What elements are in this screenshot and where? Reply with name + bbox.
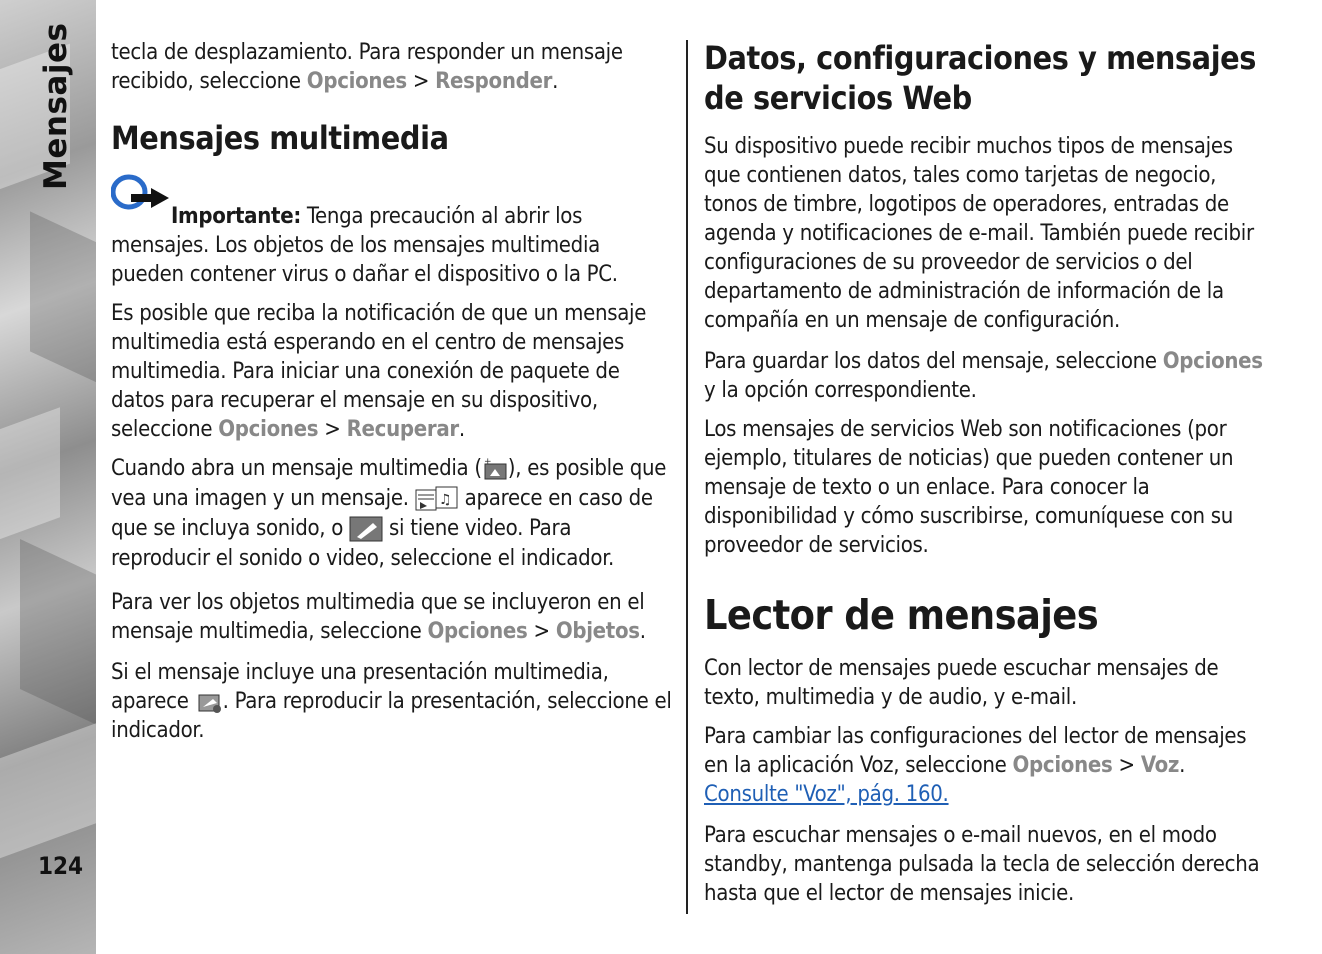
paragraph-web-services: Los mensajes de servicios Web son notificaciones (por ejemplo, titulares de noticias) que pueden contener un mensaje de texto o un enlace. Para conocer la disponibilidad y cómo suscribirse, comuníquese con su proveedor de servicios. [704, 417, 1234, 558]
important-note: Importante: Tenga precaución al abrir los mensajes. Los objetos de los mensajes multimedia pueden contener virus o dañar el dispositivo o la PC. [111, 172, 675, 289]
menu-opciones: Opciones [1012, 753, 1113, 778]
sound-indicator-icon [415, 486, 459, 512]
important-label: Importante: [171, 204, 301, 229]
paragraph-data-types: Su dispositivo puede recibir muchos tipos de mensajes que contienen datos, tales como tarjetas de negocio, tonos de timbre, logotipos de operadores, entradas de agenda y notificaciones de e-mail. También puede recibir configuraciones de su proveedor de servicios o del departamento de administración de información de la compañía en un mensaje de configuración. [704, 134, 1254, 333]
menu-opciones: Opciones [218, 417, 319, 442]
menu-voz: Voz [1140, 753, 1180, 778]
video-indicator-icon [349, 515, 383, 543]
right-column [704, 38, 1270, 918]
multimedia-message-icon [482, 456, 508, 482]
left-column [111, 38, 675, 755]
page-number: 124 [38, 852, 84, 880]
heading-datos-configuraciones: Datos, configuraciones y mensajes de servicios Web [704, 39, 1257, 117]
paragraph-listen-new: Para escuchar mensajes o e-mail nuevos, en el modo standby, mantenga pulsada la tecla de selección derecha hasta que el lector de mensajes inicie. [704, 823, 1260, 906]
menu-objetos: Objetos [555, 619, 640, 644]
paragraph-reply: tecla de desplazamiento. Para responder un mensaje recibido, seleccione Opciones > Responder. [111, 40, 623, 94]
important-pointer-icon [111, 172, 171, 214]
menu-opciones: Opciones [427, 619, 528, 644]
paragraph-save-data: Para guardar los datos del mensaje, seleccione Opciones y la opción correspondiente. [704, 349, 1263, 403]
section-sidebar [0, 0, 96, 954]
paragraph-presentation: Si el mensaje incluye una presentación multimedia, aparece . Para reproducir la presentación, seleccione el indicador. [111, 660, 672, 743]
presentation-indicator-icon [195, 689, 223, 715]
paragraph-reader-intro: Con lector de mensajes puede escuchar mensajes de texto, multimedia y de audio, y e-mail. [704, 656, 1219, 710]
heading-mensajes-multimedia: Mensajes multimedia [111, 119, 449, 157]
menu-opciones: Opciones [1162, 349, 1263, 374]
heading-lector-mensajes: Lector de mensajes [704, 591, 1099, 639]
column-divider [686, 40, 688, 914]
paragraph-reader-settings: Para cambiar las configuraciones del lector de mensajes en la aplicación Voz, seleccione Opciones > Voz. Consulte "Voz", pág. 160. [704, 724, 1247, 807]
menu-recuperar: Recuperar [346, 417, 459, 442]
menu-responder: Responder [435, 69, 553, 94]
menu-opciones: Opciones [306, 69, 407, 94]
svg-text:+: + [483, 457, 492, 467]
svg-text:♫: ♫ [438, 492, 451, 508]
voz-crossref-link[interactable]: Consulte "Voz", pág. 160. [704, 782, 949, 807]
paragraph-indicators: Cuando abra un mensaje multimedia ( + ), es posible que vea una imagen y un mensaje. ♫ aparece en caso de que se incluya sonido, o si tiene video. Para reproducir el sonido o video, seleccione el indicador. [111, 456, 667, 571]
paragraph-retrieve: Es posible que reciba la notificación de que un mensaje multimedia está esperando en el centro de mensajes multimedia. Para iniciar una conexión de paquete de datos para recuperar el mensaje en su dispositivo, seleccione Opciones > Recuperar. [111, 301, 647, 442]
section-label: Mensajes [38, 22, 74, 190]
paragraph-objects: Para ver los objetos multimedia que se incluyeron en el mensaje multimedia, seleccione Opciones > Objetos. [111, 590, 646, 644]
